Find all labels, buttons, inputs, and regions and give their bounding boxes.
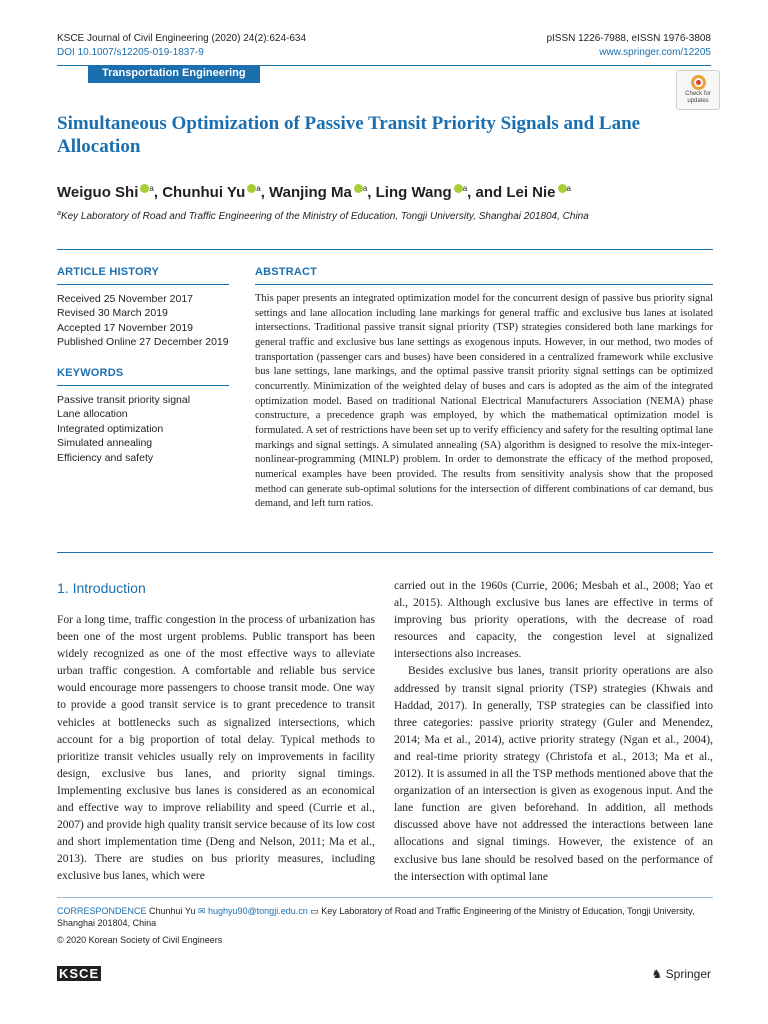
check-updates-badge[interactable] [676,70,720,110]
springer-logo [652,967,711,981]
divider [57,385,229,386]
ksce-logo [57,966,101,981]
affiliation [57,210,589,222]
abstract-text: This paper presents an integrated optimization model for the concurrent design of passive bus priority signal settings and lane allocation including lane markings for general traffic and exclusive bus lanes at isolated intersections. Traditional passive transit signal priority (TSP) strategies considered both lane markings for general traffic and exclusive bus lane settings as exogenous inputs. However, in our method, two modes of transportation (passenger cars and buses) have been considered in a centralized framework while exclusive bus lane settings, lane markings, and the optimal passive transit priority signal settings can be optimized concurrently. Minimization of the weighted delay of buses and cars is adopted as the aim of the integrated optimization model. Based on traditional National Electrical Manufacturers Association (NEMA) phase constructure, a precedence graph was employed, by which the mathematical optimization model is formulated. A set of restrictions have been set up to verify efficiency and safety for the resulting optimal lane markings and signal settings. A simulated annealing (SA) algorithm is designed to resolve the mix-integer-nonlinear-programming (MINLP) problem. In order to demonstrate the efficacy of the method proposed, numerical examples have been provided. The results from sensitivity analysis show that the proposed method can generate sub-optimal solutions for the intersection of different combinations of car demand, bus demand, and left turn ratios. [255,293,713,510]
section-heading: 1. Introduction [57,580,146,596]
orcid-icon[interactable] [354,184,363,193]
journal-url-link[interactable]: www.springer.com/12205 [599,47,711,58]
keyword-item: Simulated annealing [57,437,153,450]
divider [57,552,713,553]
journal-citation: KSCE Journal of Civil Engineering (2020) 24(2):624-634 [57,33,307,44]
divider [57,249,713,250]
copyright: © 2020 Korean Society of Civil Engineers [57,935,223,945]
keywords-heading: KEYWORDS [57,367,124,379]
history-item: Received 25 November 2017 [57,293,193,305]
author-separator: , and [467,184,507,201]
journal-header [57,32,306,60]
article-title: Simultaneous Optimization of Passive Transit Priority Signals and Lane Allocation [57,113,641,157]
divider [57,897,713,898]
history-item: Published Online 27 December 2019 [57,336,229,349]
history-item: Accepted 17 November 2019 [57,321,194,334]
correspondence [57,905,713,929]
divider [255,284,713,285]
orcid-icon[interactable] [558,184,567,193]
author-separator: , [367,184,376,201]
affiliation-mark: a [57,210,61,217]
author-affil-mark: a [149,184,154,193]
author-name: Weiguo Shi [57,184,139,201]
doi-link[interactable]: DOI 10.1007/s12205-019-1837-9 [57,47,204,58]
author-separator: , [153,184,163,201]
check-updates-icon [691,75,706,90]
author-separator: , [260,184,270,201]
keyword-item: Integrated optimization [57,422,164,435]
divider [57,284,229,285]
intro-left-column: For a long time, traffic congestion in the process of urbanization has been one of the most urgent problems. Public transport has been widely recognized as one of the most effective ways to alleviate urban traffic congestion. A comfortable and reliable bus service would encourage more passengers to choose transit mode. One way to provide a good transit service is to grant precedence to transit vehicles at bottlenecks such as signalized intersections, which account for a big proportion of total delay. Typical methods to prioritize transit vehicles usually rely on improvements in facility design, exclusive bus lanes, and priority signal timings. Implementing exclusive bus lanes is considered as an economical and effective way to improve reliability and speed (Currie et al., 2007) and provide high quality transit service because of its low cost and short implementation time (Deng and Nelson, 2011; Ma et al., 2013). There are studies on bus priority measures, including exclusive bus lanes, which were [57,614,375,883]
history-item: Revised 30 March 2019 [57,307,168,320]
paragraph: carried out in the 1960s (Currie, 2006; Mesbah et al., 2008; Yao et al., 2015). Although exclusive bus lanes are effective in terms of improving bus priority operations, with the decrease of road resources and capacity, the congestion level at signalized intersections also increases. [394,580,713,661]
author-name: Chunhui Yu [162,184,246,201]
keyword-item: Passive transit priority signal [57,394,191,406]
keyword-item: Efficiency and safety [57,451,154,464]
author-affil-mark: a [566,184,571,193]
affiliation-text: Key Laboratory of Road and Traffic Engineering of the Ministry of Education, Tongji University, Shanghai 201804, China [60,211,589,222]
orcid-icon[interactable] [247,184,256,193]
springer-horse-icon: ♞ [651,967,663,981]
author-affil-mark: a [462,184,468,193]
email-link[interactable]: hughyu90@tongji.edu.cn [208,906,308,916]
author-affil-mark: a [256,184,261,193]
email-icon: ✉ [197,906,206,916]
correspondence-address: Key Laboratory of Road and Traffic Engineering of the Ministry of Education, Tongji University, Shanghai 201804, China [57,906,695,928]
correspondence-name: Chunhui Yu [149,906,196,916]
keywords-list [57,393,190,465]
correspondence-label: CORRESPONDENCE [57,906,147,916]
article-history-heading: ARTICLE HISTORY [57,266,160,278]
author-affil-mark: a [362,184,368,193]
author-name: Ling Wang [375,184,452,201]
keyword-item: Lane allocation [57,408,128,421]
section-label: Transportation Engineering [88,65,260,83]
author-name: Wanjing Ma [269,184,352,201]
springer-logo-text: Springer [665,967,711,981]
author-list [57,179,571,203]
author-name: Lei Nie [506,184,556,201]
abstract-heading: ABSTRACT [255,266,318,278]
intro-right-column [394,578,713,886]
issn-text: pISSN 1226-7988, eISSN 1976-3808 [546,33,711,44]
article-history-list [57,292,229,350]
check-updates-label: Check for updates [685,91,711,104]
paragraph: Besides exclusive bus lanes, transit priority operations are also addressed by transit signal priority (TSP) strategies (Khwais and Haddad, 2017). In generally, TSP strategies can be classified into three categories: passive priority strategy (Guler and Menendez, 2014; Ma et al., 2014), active priority strategy (Ngan et al., 2004), and real-time priority strategy (Christofa et al., 2013; Ma et al., 2012). It is assumed in all the TSP methods mentioned above that the organization of an intersection is given as exogenous input. And the lane function are given beforehand. In addition, all methods discussed above have not addressed the interactions between lane allocations and signal timings. However, the existence of an exclusive bus lane should be resolved based on the performance of the intersection with optimal lane [394,665,713,883]
address-icon: ▭ [310,906,319,916]
ksce-logo-text: KSCE [59,966,100,981]
orcid-icon[interactable] [454,184,463,193]
issn-header [546,32,711,60]
